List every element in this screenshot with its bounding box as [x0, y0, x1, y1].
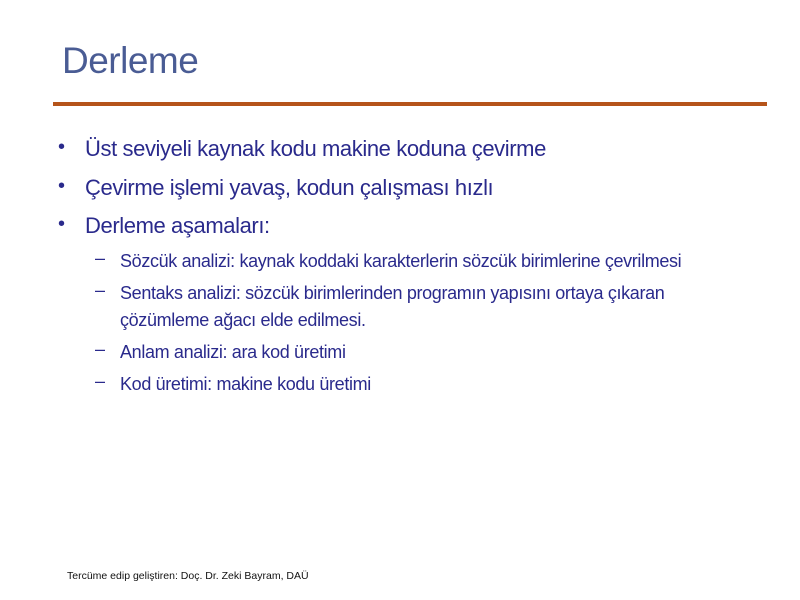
subbullet-marker: – — [95, 371, 105, 391]
subbullet-text: Sözcük analizi: kaynak koddaki karakterlerin sözcük birimlerine çevrilmesi — [120, 251, 682, 271]
bullet-text: Üst seviyeli kaynak kodu makine koduna çevirme — [85, 136, 546, 161]
subbullet-marker: – — [95, 280, 105, 300]
bullet-text: Derleme aşamaları: — [85, 213, 270, 238]
title-divider — [53, 102, 767, 106]
subbullet-marker: – — [95, 248, 105, 268]
subbullet-text: Anlam analizi: ara kod üretimi — [120, 342, 346, 362]
subbullet-text: Kod üretimi: makine kodu üretimi — [120, 374, 371, 394]
slide-title: Derleme — [62, 40, 199, 81]
subbullet-marker: – — [95, 339, 105, 359]
slide-footer: Tercüme edip geliştiren: Doç. Dr. Zeki Bayram, DAÜ — [67, 570, 309, 582]
subbullet-text: Sentaks analizi: sözcük birimlerinden programın yapısını ortaya çıkaran çözümleme ağacı elde edilmesi. — [120, 283, 665, 330]
bullet-marker: • — [58, 175, 65, 197]
bullet-text: Çevirme işlemi yavaş, kodun çalışması hızlı — [85, 175, 494, 200]
bullet-marker: • — [58, 136, 65, 158]
bullet-marker: • — [58, 213, 65, 235]
